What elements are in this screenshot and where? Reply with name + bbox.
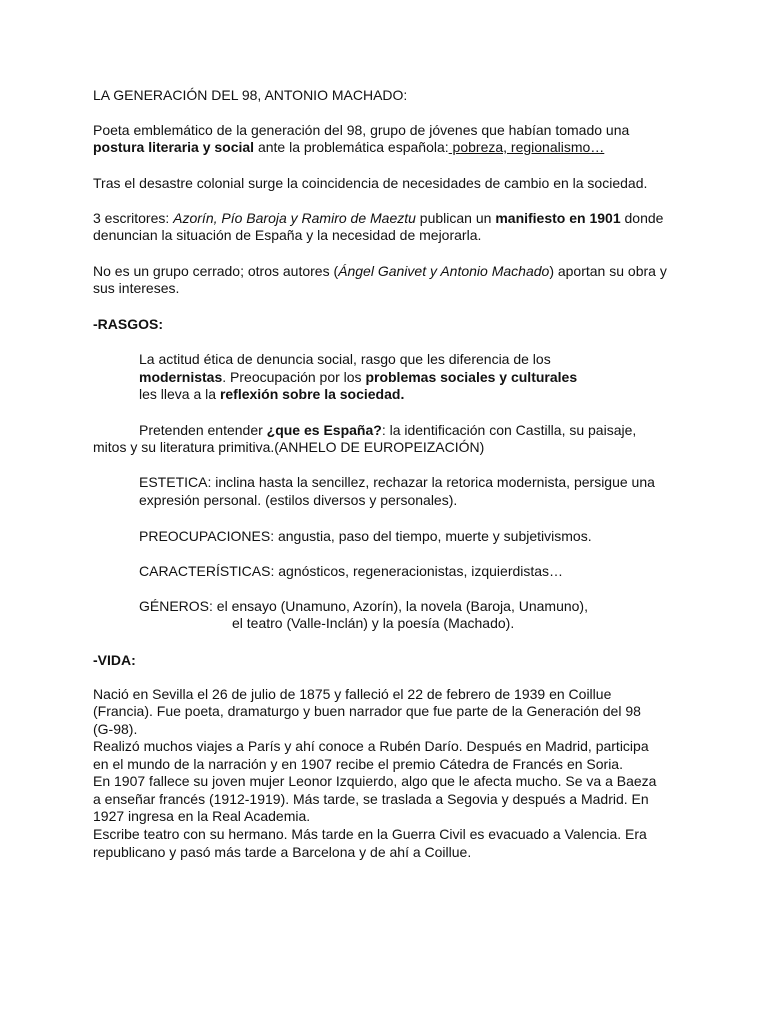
document-title: LA GENERACIÓN DEL 98, ANTONIO MACHADO: <box>93 87 408 103</box>
intro-bold-text: postura literaria y social <box>93 139 255 155</box>
paragraph-desastre: Tras el desastre colonial surge la coincidencia de necesidades de cambio en la sociedad. <box>93 175 648 191</box>
estetica-line-2: expresión personal. (estilos diversos y personales). <box>139 492 458 508</box>
rasgo-etica-line-2 <box>139 369 577 386</box>
generos-line-2: el teatro (Valle-Inclán) y la poesía (Machado). <box>232 615 515 631</box>
paragraph-grupo-line-2: sus intereses. <box>93 280 180 296</box>
vida-line: republicano y pasó más tarde a Barcelona y de ahí a Coillue. <box>93 844 472 860</box>
vida-line: (G-98). <box>93 721 138 737</box>
vida-line: 1927 ingresa en la Real Academia. <box>93 808 311 824</box>
rasgo-espana-line-2: mitos y su literatura primitiva.(ANHELO DE EUROPEIZACIÓN) <box>93 439 485 455</box>
rasgos-heading: -RASGOS: <box>93 316 163 332</box>
problemas-bold: problemas sociales y culturales <box>365 369 578 385</box>
intro-line-1: Poeta emblemático de la generación del 98, grupo de jóvenes que habían tomado una <box>93 122 630 138</box>
grupo-authors: Ángel Ganivet y Antonio Machado <box>338 263 550 279</box>
reflexion-bold: reflexión sobre la sociedad. <box>219 386 405 402</box>
grupo-text-a: No es un grupo cerrado; otros autores ( <box>93 263 339 279</box>
rasgo-etica-mid: . Preocupación por los <box>222 369 366 385</box>
intro-line-2 <box>93 139 604 156</box>
que-es-espana-bold: ¿que es España? <box>266 422 382 438</box>
vida-line: En 1907 fallece su joven mujer Leonor Izquierdo, algo que le afecta mucho. Se va a Baeza <box>93 773 657 789</box>
rasgo-espana-line-1 <box>139 422 636 439</box>
vida-line: a enseñar francés (1912-1919). Más tarde, se traslada a Segovia y después a Madrid. En <box>93 791 649 807</box>
generos-line-1: GÉNEROS: el ensayo (Unamuno, Azorín), la novela (Baroja, Unamuno), <box>139 598 588 614</box>
caracteristicas-line: CARACTERÍSTICAS: agnósticos, regeneracionistas, izquierdistas… <box>139 563 564 579</box>
vida-line: en el mundo de la narración y en 1907 recibe el premio Cátedra de Francés en Soria. <box>93 756 623 772</box>
paragraph-escritores-line-2: denuncian la situación de España y la necesidad de mejorarla. <box>93 227 482 243</box>
rasgo-etica-line-1: La actitud ética de denuncia social, rasgo que les diferencia de los <box>139 351 551 367</box>
escritores-text-a: 3 escritores: <box>93 210 174 226</box>
vida-line: Escribe teatro con su hermano. Más tarde en la Guerra Civil es evacuado a Valencia. Era <box>93 826 647 842</box>
vida-line: (Francia). Fue poeta, dramaturgo y buen narrador que fue parte de la Generación del 98 <box>93 703 641 719</box>
escritores-text-e: donde <box>620 210 664 226</box>
preocupaciones-line: PREOCUPACIONES: angustia, paso del tiempo, muerte y subjetivismos. <box>139 528 592 544</box>
paragraph-grupo-line-1 <box>93 263 667 280</box>
rasgo-etica-l3-text: les lleva a la <box>139 386 220 402</box>
vida-heading: -VIDA: <box>93 652 136 668</box>
vida-line: Realizó muchos viajes a París y ahí conoce a Rubén Darío. Después en Madrid, participa <box>93 738 649 754</box>
rasgo-etica-line-3 <box>139 386 404 403</box>
escritores-names: Azorín, Pío Baroja y Ramiro de Maeztu <box>173 210 416 226</box>
paragraph-escritores-line-1 <box>93 210 663 227</box>
intro-mid-text: ante la problemática española: <box>254 139 449 155</box>
rasgo-espana-text-a: Pretenden entender <box>139 422 267 438</box>
modernistas-bold: modernistas <box>139 369 223 385</box>
grupo-text-c: ) aportan su obra y <box>549 263 667 279</box>
intro-underlined-text: pobreza, regionalismo… <box>448 139 605 155</box>
estetica-line-1: ESTETICA: inclina hasta la sencillez, rechazar la retorica modernista, persigue una <box>139 474 655 490</box>
vida-line: Nació en Sevilla el 26 de julio de 1875 y falleció el 22 de febrero de 1939 en Coillue <box>93 686 612 702</box>
rasgo-espana-text-c: : la identificación con Castilla, su paisaje, <box>381 422 637 438</box>
manifiesto-bold: manifiesto en 1901 <box>495 210 621 226</box>
escritores-text-c: publican un <box>415 210 496 226</box>
